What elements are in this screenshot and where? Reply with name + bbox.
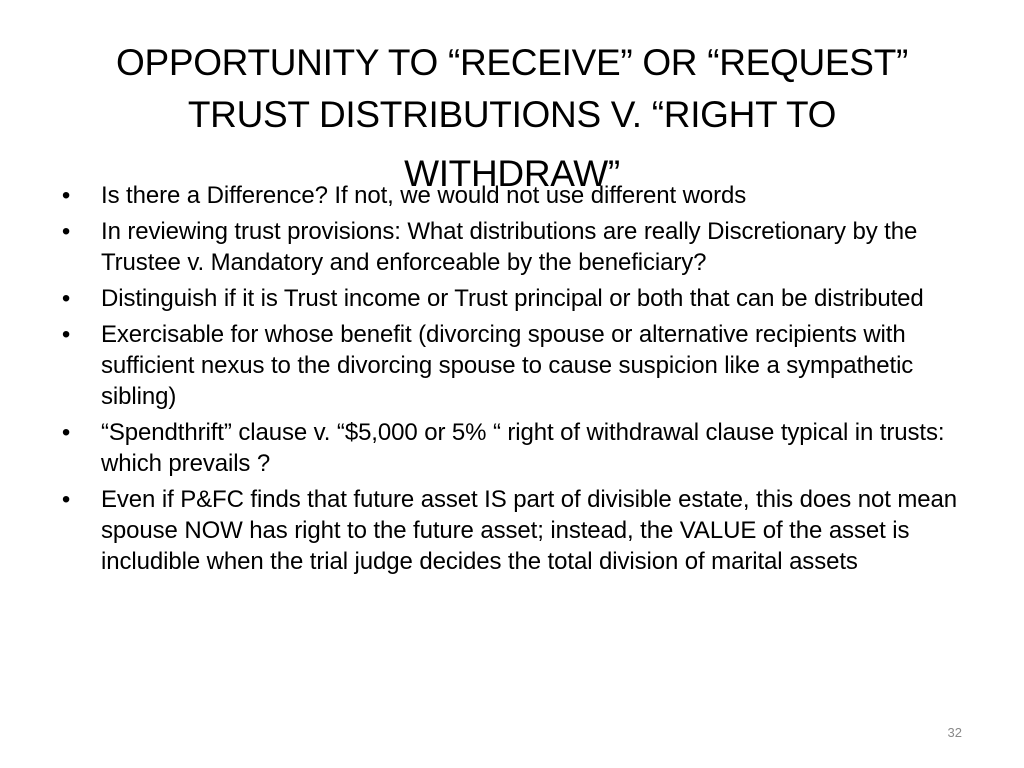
bullet-icon: • bbox=[61, 285, 71, 312]
bullet-text: Distinguish if it is Trust income or Trust principal or both that can be distributed bbox=[101, 285, 924, 312]
bullet-item bbox=[56, 180, 976, 211]
bullet-icon: • bbox=[61, 486, 71, 513]
bullet-text: “Spendthrift” clause v. “$5,000 or 5% “ right of withdrawal clause typical in trusts: which prevails ? bbox=[101, 419, 945, 477]
bullet-item bbox=[56, 417, 976, 479]
bullet-item bbox=[56, 484, 976, 577]
bullet-text: Even if P&FC finds that future asset IS part of divisible estate, this does not mean spouse NOW has right to the future asset; instead, the VALUE of the asset is includible when the trial judge decides the total division of marital assets bbox=[101, 486, 958, 575]
bullet-icon: • bbox=[61, 218, 71, 245]
bullet-text: In reviewing trust provisions: What distributions are really Discretionary by the Trustee v. Mandatory and enforceable by the beneficiary? bbox=[101, 218, 918, 276]
bullet-icon: • bbox=[61, 419, 71, 446]
slide-number: 32 bbox=[947, 725, 962, 740]
bullet-icon: • bbox=[61, 182, 71, 209]
title-line-3: WITHDRAW” bbox=[404, 152, 620, 194]
bullet-text: Exercisable for whose benefit (divorcing spouse or alternative recipients with sufficient nexus to the divorcing spouse to cause suspicion like a sympathetic sibling) bbox=[101, 321, 914, 410]
title-line-2: TRUST DISTRIBUTIONS V. “RIGHT TO bbox=[187, 93, 837, 135]
bullet-item bbox=[56, 319, 976, 412]
bullet-item bbox=[56, 216, 976, 278]
bullet-list bbox=[56, 180, 976, 582]
bullet-text: Is there a Difference? If not, we would not use different words bbox=[101, 182, 747, 209]
bullet-icon: • bbox=[61, 321, 71, 348]
title-line-1: OPPORTUNITY TO “RECEIVE” OR “REQUEST” bbox=[115, 41, 909, 83]
bullet-item bbox=[56, 283, 976, 314]
